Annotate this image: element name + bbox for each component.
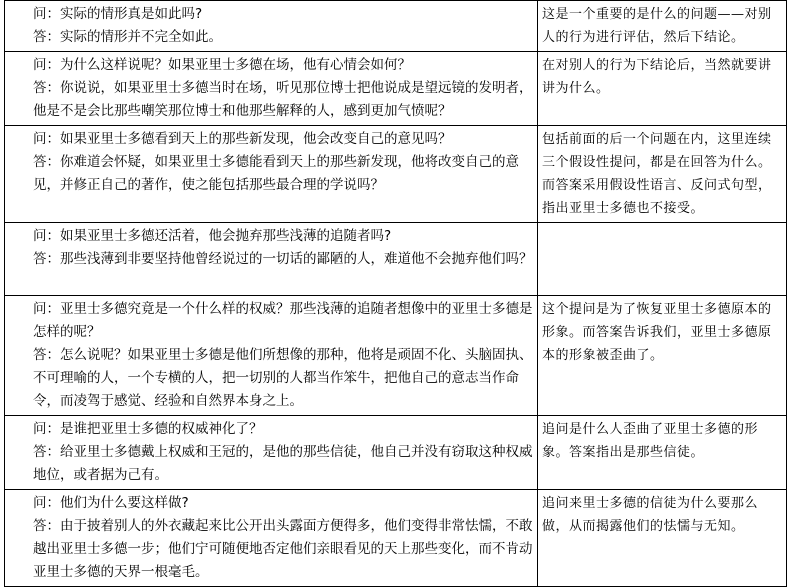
question-text: 问：他们为什么要这样做? [33,495,189,511]
qa-cell [5,52,538,126]
table-row [5,490,787,587]
answer-text: 答：给亚里士多德戴上权威和王冠的，是他的那些信徒，他自己并没有窃取这种权威地位，或者据为己有。 [33,444,533,483]
answer-text: 答：怎么说呢？如果亚里士多德是他们所想像的那种，他将是顽固不化、头脑固执、不可理喻的人，一个专横的人，把一切别的人都当作笨牛，把他自己的意志当作命令，而凌驾于感觉、经验和自然界本身之上。 [33,347,533,409]
question-text: 问：如果亚里士多德还活着，他会抛弃那些浅薄的追随者吗? [33,228,392,244]
qa-cell [5,296,538,416]
table-row [5,416,787,490]
table-row [5,1,787,52]
question-text: 问：实际的情形真是如此吗? [33,6,203,22]
answer-text: 答：由于披着别人的外衣藏起来比公开出头露面方便得多，他们变得非常怯懦，不敢越出亚里士多德一步；他们宁可随便地否定他们亲眼看见的天上那些变化，而不肯动亚里士多德的天界一根毫毛。 [33,518,533,580]
question-text: 问：如果亚里士多德看到天上的那些新发现，他会改变自己的意见吗？ [33,131,452,147]
table-row [5,52,787,126]
qa-cell [5,1,538,52]
question-text: 问：是谁把亚里士多德的权威神化了？ [33,421,263,437]
commentary-cell [538,223,787,296]
qa-cell [5,126,538,223]
qa-cell [5,223,538,296]
qa-cell [5,416,538,490]
question-text: 问：为什么这样说呢？如果亚里士多德在场，他有心情会如何？ [33,57,411,73]
commentary-cell: 这是一个重要的是什么的问题——对别人的行为进行评估，然后下结论。 [538,1,787,52]
commentary-cell: 在对别人的行为下结论后，当然就要讲讲为什么。 [538,52,787,126]
commentary-cell: 追问是什么人歪曲了亚里士多德的形象。答案指出是那些信徒。 [538,416,787,490]
qa-cell [5,490,538,587]
qa-annotation-table [4,0,787,587]
commentary-cell: 这个提问是为了恢复亚里士多德原本的形象。而答案告诉我们，亚里士多德原本的形象被歪曲了。 [538,296,787,416]
question-text: 问：亚里士多德究竟是一个什么样的权威？那些浅薄的追随者想像中的亚里士多德是怎样的呢？ [33,301,533,340]
table-row [5,223,787,296]
answer-text: 答：你说说，如果亚里士多德当时在场，听见那位博士把他说成是望远镜的发明者，他是不是会比那些嘲笑那位博士和他那些解释的人，感到更加气愤呢？ [33,80,533,119]
commentary-cell: 包括前面的后一个问题在内，这里连续三个假设性提问，都是在回答为什么。而答案采用假设性语言、反问式句型，指出亚里士多德也不接受。 [538,126,787,223]
table-row [5,296,787,416]
answer-text: 答：那些浅薄到非要坚持他曾经说过的一切话的鄙陋的人，难道他不会抛弃他们吗？ [33,251,533,267]
answer-text: 答：你难道会怀疑，如果亚里士多德能看到天上的那些新发现，他将改变自己的意见，并修正自己的著作，使之能包括那些最合理的学说吗？ [33,154,519,193]
commentary-cell: 追问来里士多德的信徒为什么要那么做，从而揭露他们的怯懦与无知。 [538,490,787,587]
table-row [5,126,787,223]
answer-text: 答：实际的情形并不完全如此。 [33,29,222,45]
